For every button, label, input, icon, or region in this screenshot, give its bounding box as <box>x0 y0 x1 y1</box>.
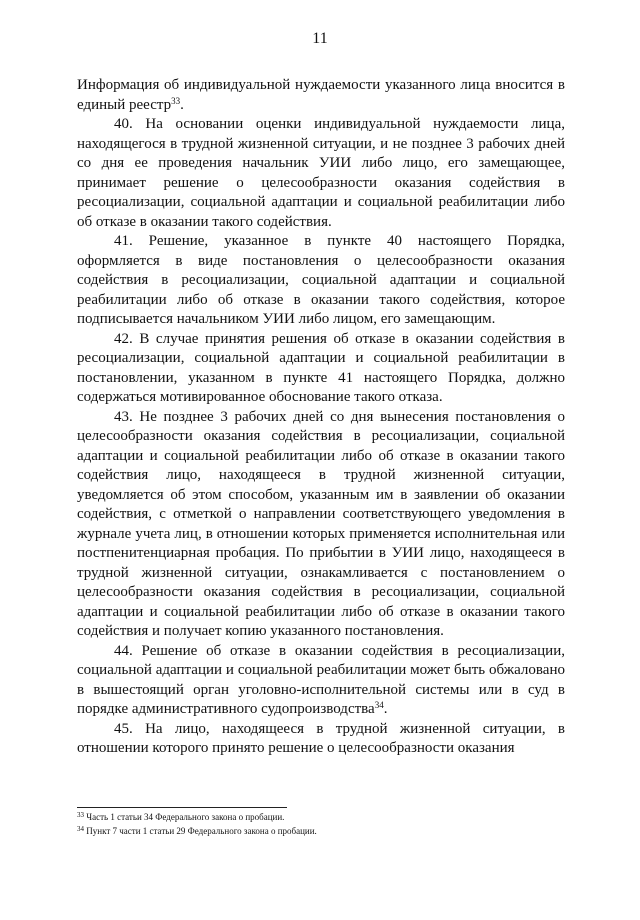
document-body <box>77 76 565 759</box>
paragraph-40: 40. На основании оценки индивидуальной нуждаемости лица, находящегося в трудной жизненной ситуации, и не позднее 3 рабочих дней со дня ее проведения начальник УИИ либо лицо, его замещающее, принимает решение о целесообразности оказания содействия в ресоциализации, социальной адаптации и социальной реабилитации либо об отказе в оказании такого содействия. <box>77 116 565 230</box>
paragraph-43: 43. Не позднее 3 рабочих дней со дня вынесения постановления о целесообразности оказания содействия в ресоциализации, социальной адаптации и социальной реабилитации либо об отказе в оказании такого содействия лицо, находящееся в трудной жизненной ситуации, уведомляется об этом способом, указанным им в заявлении об оказании содействия, с отметкой о направлении соответствующего уведомления в журнале учета лиц, в отношении которых применяется исполнительная или постпенитенциарная пробация. По прибытии в УИИ лицо, находящееся в трудной жизненной ситуации, ознакамливается с постановлением о целесообразности оказания содействия в ресоциализации, социальной адаптации и социальной реабилитации либо об отказе в оказании такого содействия и получает копию указанного постановления. <box>77 408 565 639</box>
paragraph-44 <box>77 642 565 720</box>
paragraph-45: 45. На лицо, находящееся в трудной жизненной ситуации, в отношении которого принято решение о целесообразности оказания <box>77 720 565 756</box>
paragraph-41: 41. Решение, указанное в пункте 40 настоящего Порядка, оформляется в виде постановления о целесообразности оказания содействия в ресоциализации, социальной адаптации и социальной реабилитации либо об отказе в оказании такого содействия, которое подписывается начальником УИИ либо лицом, его замещающим. <box>77 233 565 327</box>
footnote-text: Часть 1 статьи 34 Федерального закона о пробации. <box>86 812 285 822</box>
page-number: 11 <box>312 30 328 47</box>
footnote-33 <box>77 810 565 824</box>
footnote-divider <box>77 807 287 808</box>
footnote-number: 34 <box>77 825 84 833</box>
footnote-number: 33 <box>77 811 84 819</box>
footnote-ref-34: 34 <box>374 700 384 710</box>
footnote-text: Пункт 7 части 1 статьи 29 Федерального закона о пробации. <box>86 826 317 836</box>
footnote-34 <box>77 824 565 838</box>
paragraph-tail: . <box>180 96 184 113</box>
footnotes <box>77 810 565 838</box>
paragraph-text: Информация об индивидуальной нуждаемости указанного лица вносится в единый реестр <box>77 77 565 113</box>
paragraph-tail: . <box>383 701 388 717</box>
paragraph-42: 42. В случае принятия решения об отказе в оказании содействия в ресоциализации, социальной адаптации и социальной реабилитации в постановлении, указанном в пункте 41 настоящего Порядка, должно содержаться мотивированное обоснование такого отказа. <box>77 330 565 405</box>
paragraph-text: 44. Решение об отказе в оказании содействия в ресоциализации, социальной адаптации и социальной реабилитации может быть обжаловано в вышестоящий орган уголовно-исполнительной системы или в суд в порядке административного судопроизводства <box>77 642 565 717</box>
paragraph-continuation <box>77 76 565 115</box>
footnote-ref-33: 33 <box>171 95 181 106</box>
